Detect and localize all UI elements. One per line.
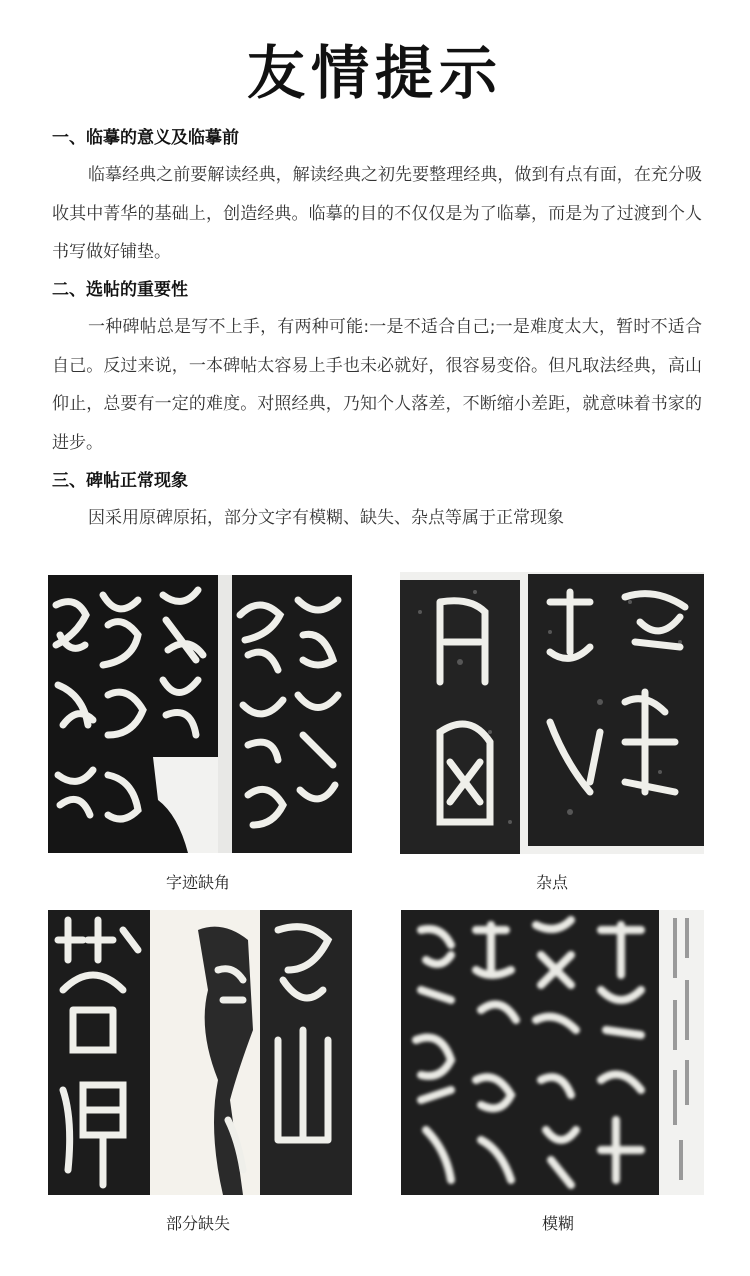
rubbing-photo-speckles (400, 572, 704, 854)
photo-caption: 杂点 (535, 873, 568, 892)
section-heading: 一、临摹的意义及临摹前 (52, 128, 239, 148)
photo-caption: 字迹缺角 (165, 873, 230, 892)
section-2 (52, 276, 702, 462)
page-title: 友情提示 (246, 39, 503, 107)
section-body: 因采用原碑原拓，部分文字有模糊、缺失、杂点等属于正常现象 (88, 508, 564, 528)
rubbing-photo-missing-corner (48, 575, 352, 853)
photo-caption: 模糊 (541, 1214, 574, 1233)
section-body: 一种碑帖总是写不上手，有两种可能:一是不适合自己;一是难度太大，暂时不适合自己。反过来说，一本碑帖太容易上手也未必就好，很容易变俗。但凡取法经典，高山仰止，总要有一定的难度。对照经典，乃知个人落差，不断缩小差距，就意味着书家的进步。 (52, 317, 702, 453)
rubbing-photo-partial-loss (48, 910, 352, 1195)
section-body: 临摹经典之前要解读经典，解读经典之初先要整理经典，做到有点有面，在充分吸收其中菁华的基础上，创造经典。临摹的目的不仅仅是为了临摹，而是为了过渡到个人书写做好铺垫。 (52, 165, 702, 262)
rubbing-photo-blurred (401, 910, 704, 1195)
section-3 (52, 467, 702, 538)
section-heading: 三、碑帖正常现象 (52, 471, 188, 491)
section-heading: 二、选帖的重要性 (52, 280, 188, 300)
photo-caption: 部分缺失 (165, 1214, 230, 1233)
section-1 (52, 124, 702, 272)
